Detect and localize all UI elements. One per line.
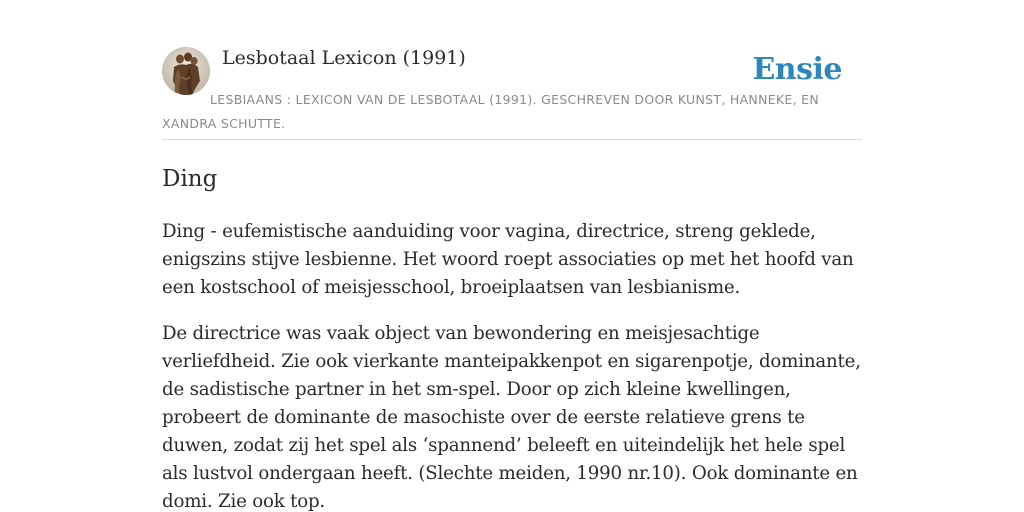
entry-card (162, 44, 862, 512)
source-header (162, 44, 862, 140)
source-title[interactable]: Lesbotaal Lexicon (1991) (222, 47, 466, 69)
entry-term: Ding (162, 166, 218, 192)
entry-paragraph: Ding - eufemistische aanduiding voor vagina, directrice, streng geklede, enigszins stijve lesbienne. Het woord roept associaties op met het hoofd van een kostschool of meisjesschool, broeiplaatsen van lesbianisme. (162, 221, 854, 298)
entry-paragraph: De directrice was vaak object van bewondering en meisjesachtige verliefdheid. Zie ook vierkante manteipakkenpot en sigarenpotje, dominante, de sadistische partner in het sm-spel. Door op zich kleine kwellingen, probeert de dominante de masochiste over de eerste relatieve grens te duwen, zodat zij het spel als ‘spannend’ beleeft en uiteindelijk het hele spel als lustvol ondergaan heeft. (Slechte meiden, 1990 nr.10). Ook dominante en domi. Zie ook top. (162, 323, 861, 512)
source-description: LESBIAANS : LEXICON VAN DE LESBOTAAL (1991). GESCHREVEN DOOR KUNST, HANNEKE, EN XANDRA SCHUTTE. (162, 92, 820, 131)
ensie-logo[interactable]: Ensie (752, 52, 842, 87)
